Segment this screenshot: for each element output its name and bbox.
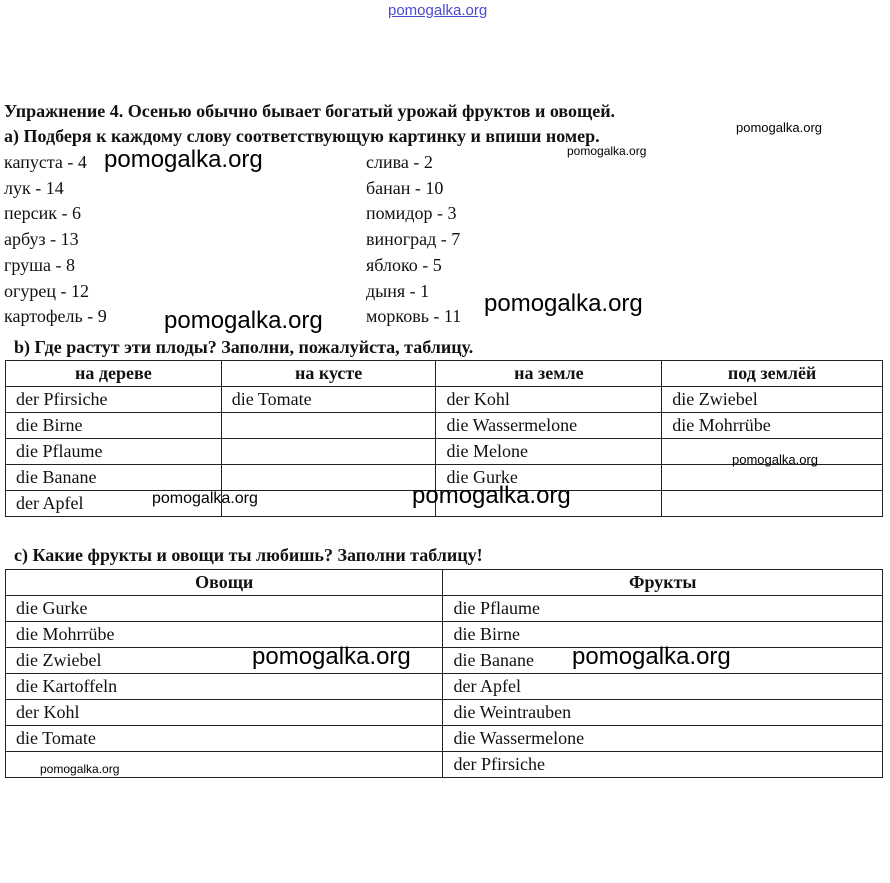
table-cell: der Apfel [443,674,883,700]
exercise-title: Упражнение 4. Осенью обычно бывает богатый урожай фруктов и овощей. [4,101,616,121]
list-item: арбуз - 13 [4,229,79,250]
table-cell: die Gurke [436,465,662,491]
watermark: pomogalka.org [567,144,647,158]
table-cell [221,439,436,465]
watermark: pomogalka.org [412,482,571,509]
list-item: дыня - 1 [366,280,430,301]
table-cell: die Wassermelone [443,726,883,752]
table-row [6,752,883,778]
table-cell: der Apfel [6,491,222,517]
table-cell: die Melone [436,439,662,465]
watermark: pomogalka.org [164,307,323,334]
table-cell: die Mohrrübe [6,622,443,648]
watermark: pomogalka.org [572,643,731,670]
table-cell: der Pfirsiche [6,387,222,413]
watermark: pomogalka.org [484,290,643,317]
table-cell: die Banane [6,465,222,491]
table-row [6,700,883,726]
table-row [6,622,883,648]
table-c [5,569,883,778]
watermark: pomogalka.org [152,490,258,507]
table-cell [221,465,436,491]
table-cell: der Kohl [6,700,443,726]
table-header-row [6,361,883,387]
table-cell: die Wassermelone [436,413,662,439]
table-cell: der Kohl [436,387,662,413]
header-cell: Овощи [6,570,443,596]
header-cell: на кусте [221,361,436,387]
watermark: pomogalka.org [40,762,120,776]
list-item: виноград - 7 [366,229,461,250]
table-cell: die Tomate [221,387,436,413]
table-cell: die Gurke [6,596,443,622]
table-cell: die Zwiebel [662,387,883,413]
list-item: персик - 6 [4,203,81,224]
table-cell: der Pfirsiche [443,752,883,778]
table-cell: die Birne [443,622,883,648]
table-cell: die Banane [443,648,883,674]
list-item: яблоко - 5 [366,254,442,275]
table-row [6,648,883,674]
header-cell: на земле [436,361,662,387]
table-row [6,674,883,700]
table-cell: die Pflaume [6,439,222,465]
table-cell: die Birne [6,413,222,439]
table-cell [662,491,883,517]
table-header-row [6,570,883,596]
table-row [6,596,883,622]
table-cell: die Zwiebel [6,648,443,674]
watermark: pomogalka.org [252,643,411,670]
table-cell: die Tomate [6,726,443,752]
table-cell: die Mohrrübe [662,413,883,439]
header-cell: под землёй [662,361,883,387]
list-item: картофель - 9 [4,306,107,327]
list-item: груша - 8 [4,254,75,275]
list-item: банан - 10 [366,177,444,198]
watermark: pomogalka.org [104,146,263,173]
list-item: слива - 2 [366,152,433,172]
part-b-title: b) Где растут эти плоды? Заполни, пожалуйста, таблицу. [14,337,474,357]
right-word-list [366,150,461,330]
watermark: pomogalka.org [736,120,822,135]
watermark: pomogalka.org [732,452,818,467]
part-a-title: а) Подберя к каждому слову соответствующую картинку и впиши номер. [4,126,600,146]
list-item: помидор - 3 [366,203,457,224]
table-cell [221,413,436,439]
list-item: капуста - 4 [4,152,87,172]
table-row [6,726,883,752]
table-cell [662,465,883,491]
top-watermark-link[interactable]: pomogalka.org [388,2,488,19]
list-item: лук - 14 [4,177,64,198]
table-cell: die Weintrauben [443,700,883,726]
list-item: огурец - 12 [4,280,89,301]
table-row [6,413,883,439]
part-c-title: c) Какие фрукты и овощи ты любишь? Заполни таблицу! [14,545,483,565]
table-row [6,387,883,413]
left-word-list [4,150,107,330]
table-cell: die Kartoffeln [6,674,443,700]
header-cell: на дереве [6,361,222,387]
header-cell: Фрукты [443,570,883,596]
list-item: морковь - 11 [366,306,462,327]
table-cell: die Pflaume [443,596,883,622]
